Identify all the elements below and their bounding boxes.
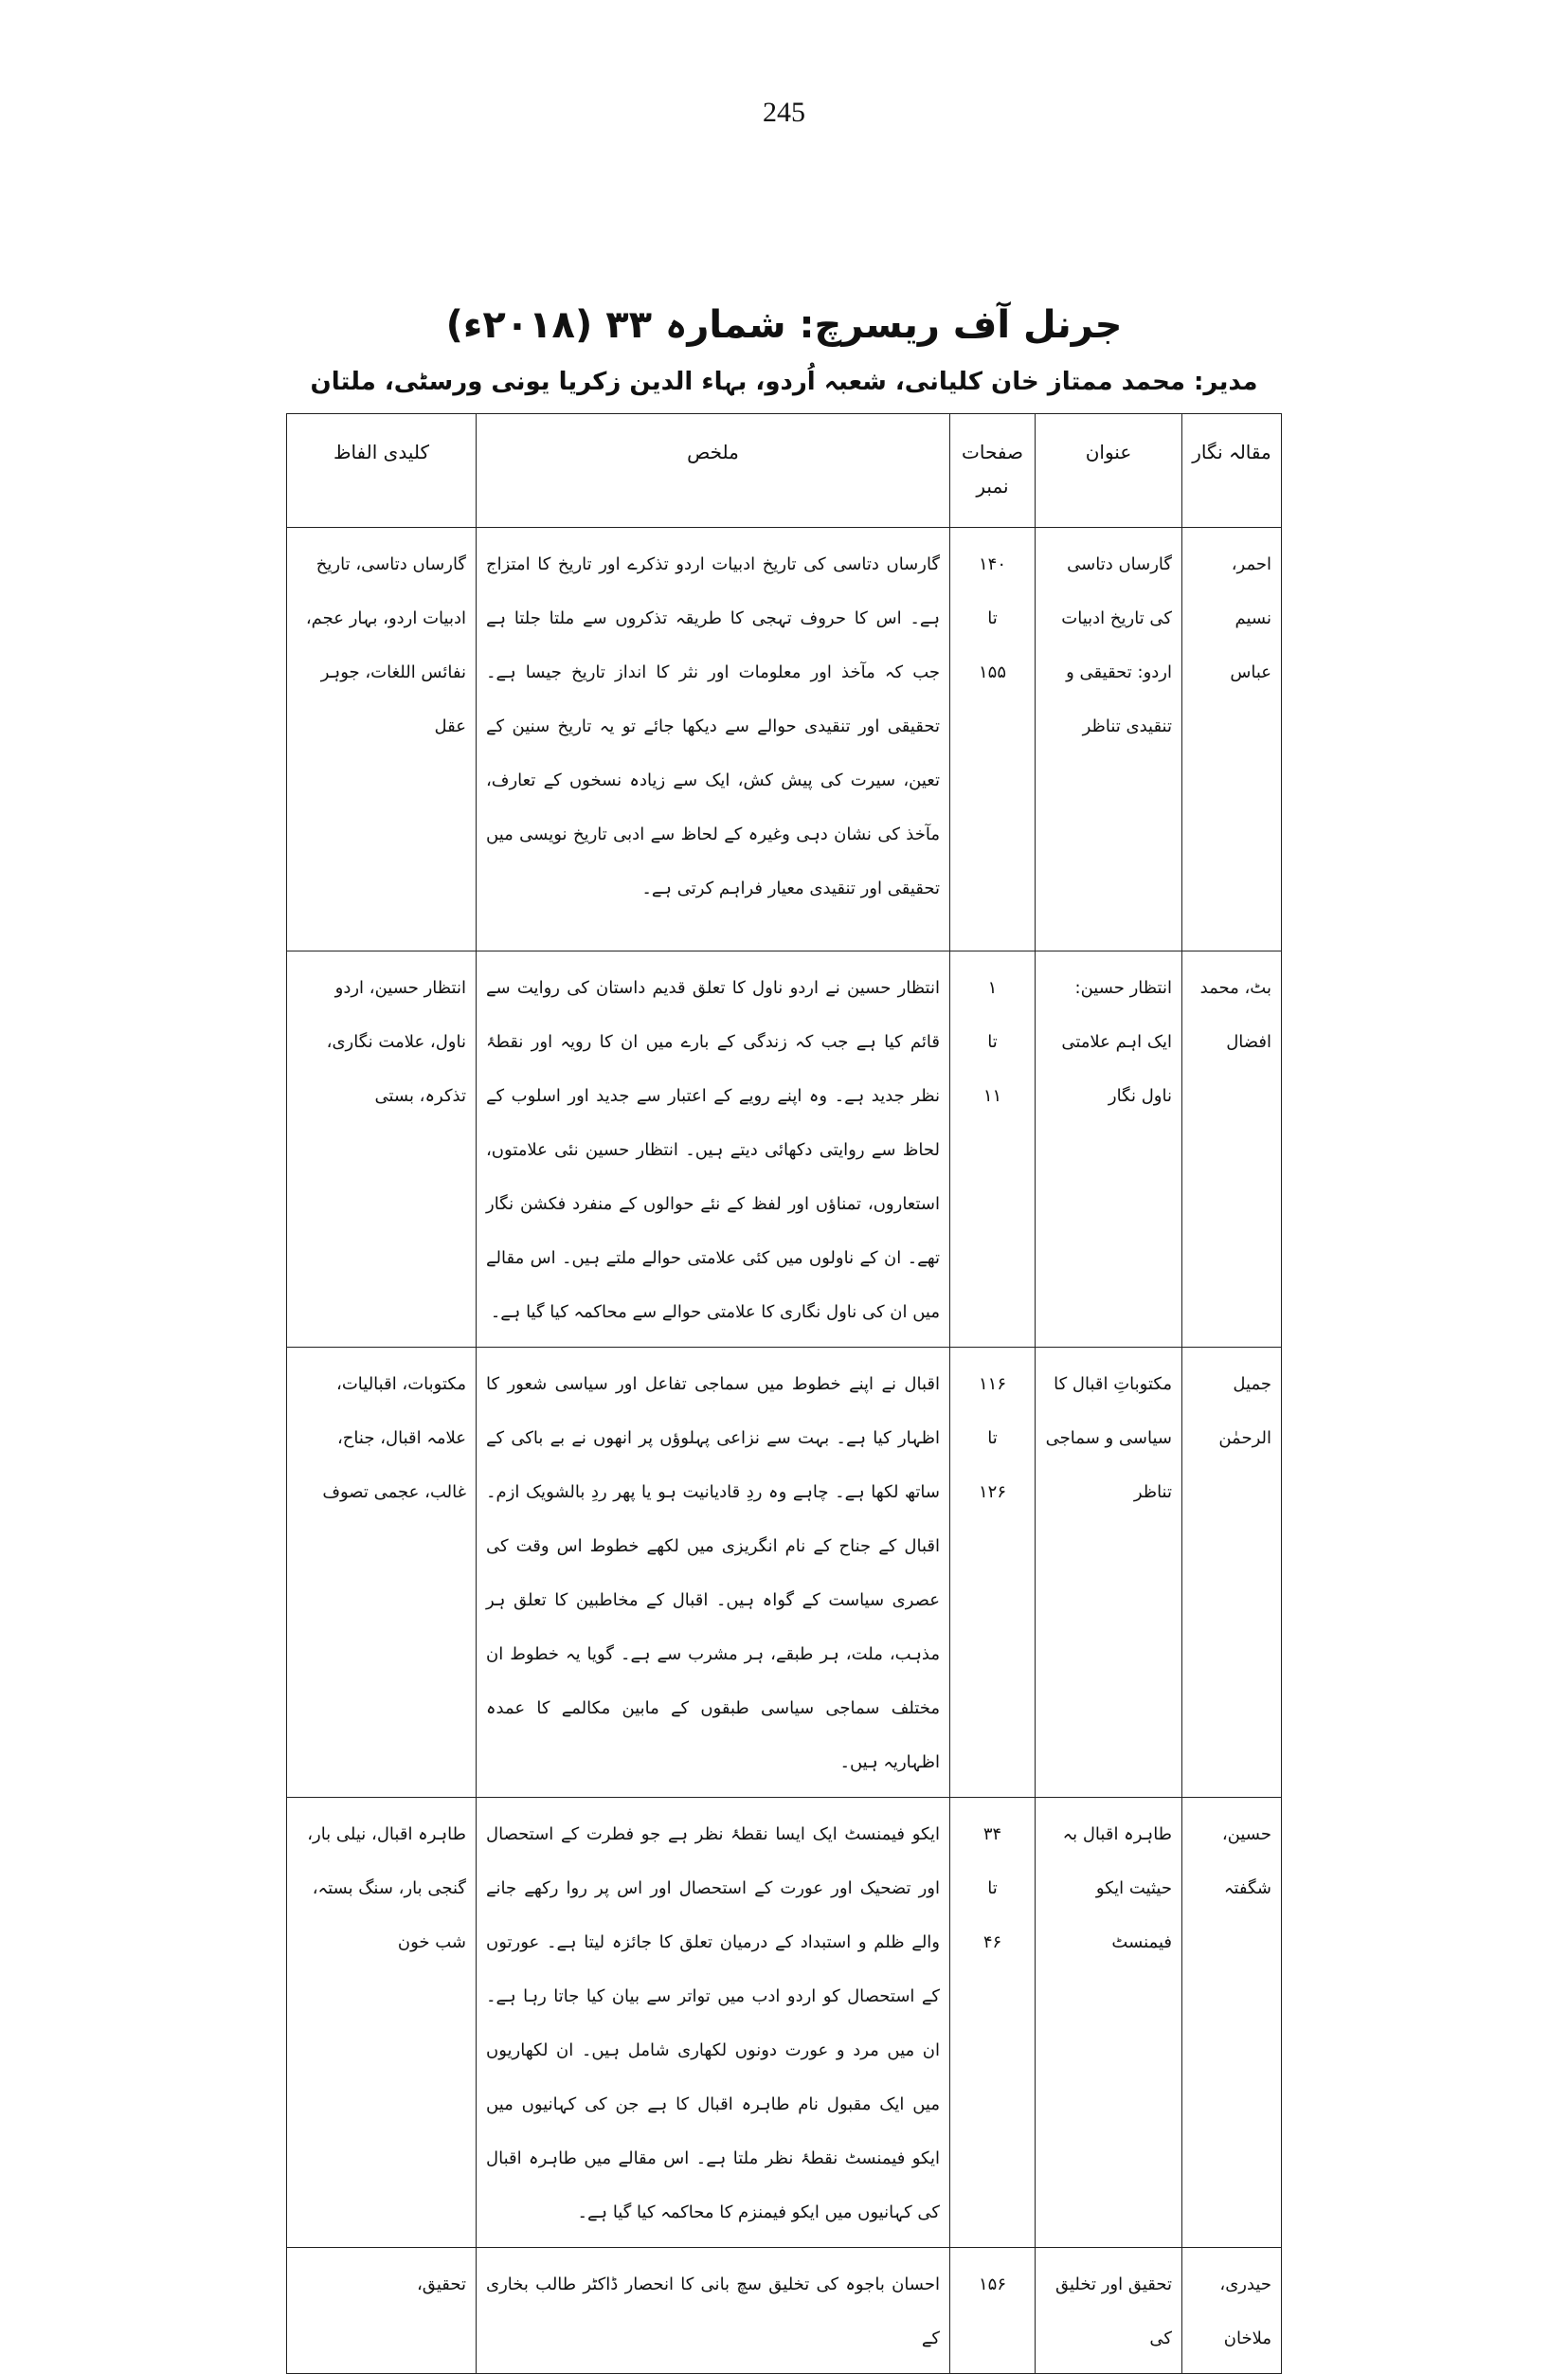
page-number: 245 bbox=[763, 97, 805, 128]
journal-title: جرنل آف ریسرچ: شمارہ ۳۳ (۲۰۱۸ء) bbox=[445, 303, 1123, 347]
page-end: ۴۶ bbox=[982, 1932, 1002, 1952]
page-end: ۱۱ bbox=[982, 1086, 1002, 1106]
header-keywords: کلیدی الفاظ bbox=[287, 414, 477, 528]
pages-cell bbox=[950, 528, 1036, 951]
author-cell: جمیل الرحمٰن bbox=[1182, 1348, 1282, 1798]
keywords-cell: انتظار حسین، اردو ناول، علامت نگاری، تذکرہ، بستی bbox=[287, 951, 477, 1348]
page-to: تا bbox=[987, 1428, 998, 1448]
title-cell: مکتوباتِ اقبال کا سیاسی و سماجی تناظر bbox=[1036, 1348, 1182, 1798]
abstract-cell: انتظار حسین نے اردو ناول کا تعلق قدیم داستان کی روایت سے قائم کیا ہے جب کہ زندگی کے بارے میں ان کا رویہ اور نقطۂ نظر جدید ہے۔ وہ اپنے رویے کے اعتبار سے جدید اور اسلوب کے لحاظ سے روایتی دکھائی دیتے ہیں۔ انتظار حسین نئی علامتوں، استعاروں، تمناؤں اور لفظ کے نئے حوالوں کے منفرد فکشن نگار تھے۔ ان کے ناولوں میں کئی علامتی حوالے ملتے ہیں۔ اس مقالے میں ان کی ناول نگاری کا علامتی حوالے سے محاکمہ کیا گیا ہے۔ bbox=[477, 951, 950, 1348]
page-end: ۱۲۶ bbox=[978, 1482, 1006, 1502]
author-cell: احمر، نسیم عباس bbox=[1182, 528, 1282, 951]
title-cell: گارساں دتاسی کی تاریخ ادبیات اردو: تحقیقی و تنقیدی تناظر bbox=[1036, 528, 1182, 951]
page-start: ۱۱۶ bbox=[978, 1374, 1006, 1394]
editor-line: مدیر: محمد ممتاز خان کلیانی، شعبہ اُردو، بہاء الدین زکریا یونی ورسٹی، ملتان bbox=[310, 368, 1258, 396]
author-cell: حسین، شگفتہ bbox=[1182, 1798, 1282, 2248]
title-cell: طاہرہ اقبال بہ حیثیت ایکو فیمنسٹ bbox=[1036, 1798, 1182, 2248]
keywords-cell: طاہرہ اقبال، نیلی بار، گنجی بار، سنگ بستہ، شب خون bbox=[287, 1798, 477, 2248]
page-to: تا bbox=[987, 1032, 998, 1052]
table-row bbox=[287, 1348, 1282, 1798]
page-start: ۱۵۶ bbox=[978, 2274, 1006, 2294]
pages-cell bbox=[950, 1348, 1036, 1798]
page-end: ۱۵۵ bbox=[978, 662, 1006, 682]
header-author: مقالہ نگار bbox=[1182, 414, 1282, 528]
header-abstract: ملخص bbox=[477, 414, 950, 528]
table-row bbox=[287, 1798, 1282, 2248]
page-to: تا bbox=[987, 1878, 998, 1898]
page-start: ۱۴۰ bbox=[978, 554, 1006, 574]
pages-cell bbox=[950, 1798, 1036, 2248]
table-header-row bbox=[287, 414, 1282, 528]
abstract-cell: احسان باجوہ کی تخلیق سچ بانی کا انحصار ڈاکٹر طالب بخاری کے bbox=[477, 2248, 950, 2374]
abstract-cell: اقبال نے اپنے خطوط میں سماجی تفاعل اور سیاسی شعور کا اظہار کیا ہے۔ بہت سے نزاعی پہلوؤں پر انھوں نے بے باکی کے ساتھ لکھا ہے۔ چاہے وہ ردِ قادیانیت ہو یا پھر ردِ بالشویک ازم۔ اقبال کے جناح کے نام انگریزی میں لکھے خطوط اس وقت کی عصری سیاست کے گواہ ہیں۔ اقبال کے مخاطبین کا تعلق ہر مذہب، ملت، ہر طبقے، ہر مشرب سے ہے۔ گویا یہ خطوط ان مختلف سماجی سیاسی طبقوں کے مابین مکالمے کا عمدہ اظہاریہ ہیں۔ bbox=[477, 1348, 950, 1798]
abstract-cell: گارساں دتاسی کی تاریخ ادبیات اردو تذکرے اور تاریخ کا امتزاج ہے۔ اس کا حروف تہجی کا طریقہ تذکروں سے ملتا جلتا ہے جب کہ مآخذ اور معلومات اور نثر کا انداز تاریخ جیسا ہے۔ تحقیقی اور تنقیدی حوالے سے دیکھا جائے تو یہ تاریخ سنین کے تعین، سیرت کی پیش کش، ایک سے زیادہ نسخوں کے تعارف، مآخذ کی نشان دہی وغیرہ کے لحاظ سے ادبی تاریخ نویسی میں تحقیقی اور تنقیدی معیار فراہم کرتی ہے۔ bbox=[477, 528, 950, 951]
article-index-table bbox=[286, 413, 1282, 2374]
title-cell: تحقیق اور تخلیق کی bbox=[1036, 2248, 1182, 2374]
pages-cell bbox=[950, 2248, 1036, 2374]
author-cell: بٹ، محمد افضال bbox=[1182, 951, 1282, 1348]
header-title: عنوان bbox=[1036, 414, 1182, 528]
page-start: ۱ bbox=[987, 978, 998, 998]
title-cell: انتظار حسین: ایک اہم علامتی ناول نگار bbox=[1036, 951, 1182, 1348]
pages-cell bbox=[950, 951, 1036, 1348]
keywords-cell: مکتوبات، اقبالیات، علامہ اقبال، جناح، غالب، عجمی تصوف bbox=[287, 1348, 477, 1798]
abstract-cell: ایکو فیمنسٹ ایک ایسا نقطۂ نظر ہے جو فطرت کے استحصال اور تضحیک اور عورت کے استحصال اور اس پر روا رکھے جانے والے ظلم و استبداد کے درمیان تعلق کا جائزہ لیتا ہے۔ عورتوں کے استحصال کو اردو ادب میں تواتر سے بیان کیا جاتا رہا ہے۔ ان میں مرد و عورت دونوں لکھاری شامل ہیں۔ ان لکھاریوں میں ایک مقبول نام طاہرہ اقبال کا ہے جن کی کہانیوں میں ایکو فیمنسٹ نقطۂ نظر ملتا ہے۔ اس مقالے میں طاہرہ اقبال کی کہانیوں میں ایکو فیمنزم کا محاکمہ کیا گیا ہے۔ bbox=[477, 1798, 950, 2248]
table-row bbox=[287, 528, 1282, 951]
table-row bbox=[287, 951, 1282, 1348]
page-to: تا bbox=[987, 608, 998, 628]
table-row bbox=[287, 2248, 1282, 2374]
page-start: ۳۴ bbox=[982, 1824, 1002, 1844]
author-cell: حیدری، ملاخان bbox=[1182, 2248, 1282, 2374]
keywords-cell: تحقیق، bbox=[287, 2248, 477, 2374]
header-pages: صفحات نمبر bbox=[950, 414, 1036, 528]
keywords-cell: گارساں دتاسی، تاریخ ادبیات اردو، بہار عجم، نفائس اللغات، جوہر عقل bbox=[287, 528, 477, 951]
